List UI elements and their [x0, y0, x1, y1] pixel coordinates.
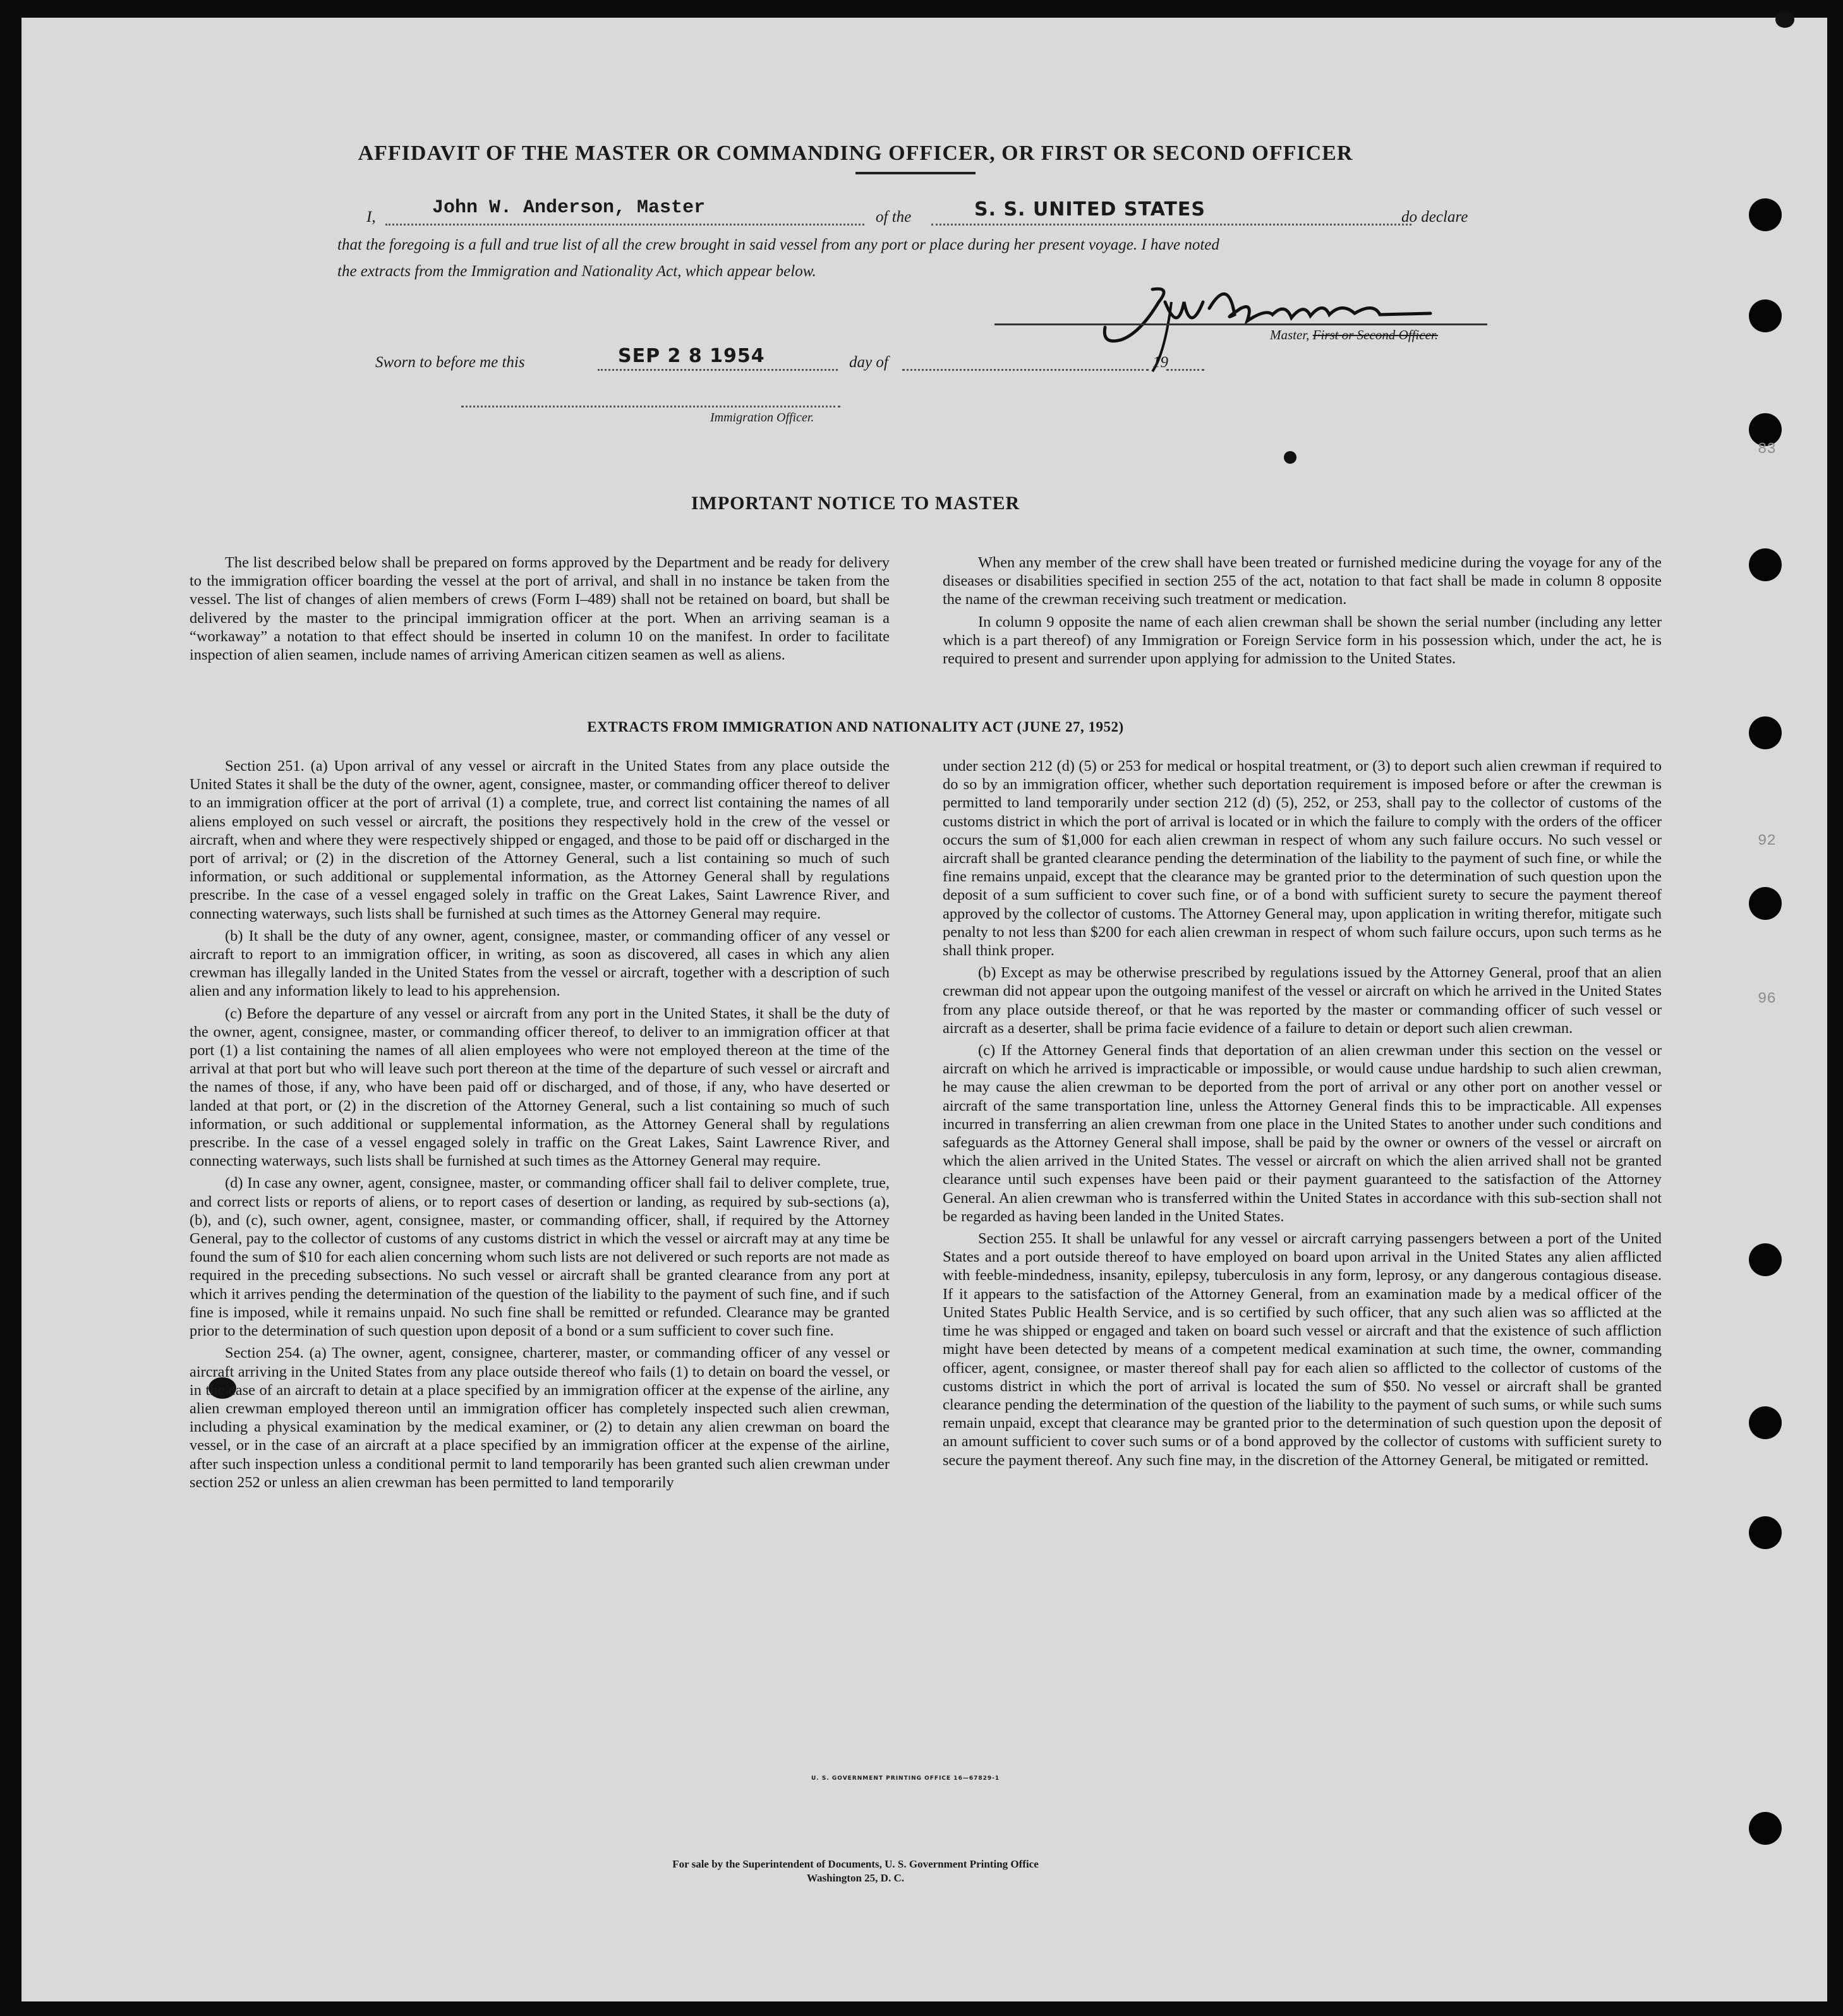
- punch-hole: [1749, 1812, 1782, 1845]
- of-the-label: of the: [876, 208, 912, 226]
- officer-label-struck: First or Second Officer.: [1312, 327, 1438, 342]
- notice-right-paragraph-2: In column 9 opposite the name of each alien crewman shall be shown the serial number (including any letter which is a part thereof) of any Immigration or Foreign Service form in his possession which, under the act, he is required to present and surrender upon applying for admission to the United States.: [943, 613, 1662, 668]
- extracts-left-column: [190, 757, 890, 1495]
- punch-hole: [1749, 548, 1782, 581]
- section-254-c: (c) If the Attorney General finds that deportation of an alien crewman under this section on the vessel or aircraft on which he arrived is impracticable or impossible, or would cause undue hardship to such alien crewman, he may cause the alien crewman to be deported from the port of arrival or any other port on another vessel or aircraft of the same transportation line, unless the Attorney General finds this to be impracticable. All expenses incurred in transferring an alien crewman from one place in the United States to another under such conditions and safeguards as the Attorney General shall impose, shall be paid by the owner or owners of the vessel or aircraft on which the alien arrived in the United States. The vessel or aircraft on which the alien arrived shall not be granted clearance until such expenses have been paid or their payment guaranteed to the satisfaction of the Attorney General. An alien crewman who is transferred within the United States in accordance with this sub-section shall not be regarded as having been landed in the United States.: [943, 1042, 1662, 1225]
- immigration-officer-label: Immigration Officer.: [710, 411, 814, 425]
- extracts-right-column: [943, 757, 1662, 1473]
- do-declare-label: do declare: [1401, 208, 1468, 226]
- section-254-a: Section 254. (a) The owner, agent, consignee, charterer, master, or commanding officer of any vessel or aircraft arriving in the United States from any place outside thereof who fails (1) to detain on board the vessel, or in the case of an aircraft to detain at a place specified by an immigration officer at the expense of the airline, any alien crewman employed thereon until an immigration officer has completely inspected such alien crewman, including a physical examination by the medical examiner, or (2) to detain any alien crewman on board the vessel, or in the case of an aircraft at a place specified by an immigration officer at the expense of the airline, after such inspection unless a conditional permit to land temporarily has been granted such alien crewman under section 252 or unless an alien crewman has been permitted to land temporarily: [190, 1344, 890, 1491]
- punch-hole: [1749, 299, 1782, 332]
- year-prefix: 19: [1152, 354, 1168, 371]
- punch-hole: [1749, 887, 1782, 920]
- section-255: Section 255. It shall be unlawful for any vessel or aircraft carrying passengers between a port of the United States and a port outside thereof to have employed on board upon arrival in the United States any alien afflicted with feeble-mindedness, insanity, epilepsy, tuberculosis in any form, leprosy, or any dangerous contagious disease. If it appears to the satisfaction of the Attorney General, from an examination made by a medical officer of the United States Public Health Service, and is so certified by such officer, that any such alien was so afflicted at the time he was shipped or engaged and taken on board such vessel or aircraft and that the existence of such affliction might have been detected by means of a competent medical examination at such time, the owner, commanding officer, agent, consignee, or master thereof shall pay for each alien so afflicted to the collector of customs of the customs district in which the port of arrival is located the sum of $50. No vessel or aircraft shall be granted clearance pending the determination of the question of the liability to the payment of such sums, or while such sums remain unpaid, except that clearance may be granted prior to the determination of such question upon the deposit of an amount sufficient to cover such sums or of a bond approved by the collector of customs with sufficient surety to secure the payment thereof. Any such fine may, in the discretion of the Attorney General, be mitigated or remitted.: [943, 1230, 1662, 1469]
- ink-blot: [1775, 11, 1794, 28]
- signature-text: [1096, 283, 1099, 284]
- i-label: I,: [366, 208, 376, 226]
- sworn-label: Sworn to before me this: [375, 354, 525, 371]
- punch-hole: [1749, 1243, 1782, 1276]
- notice-heading: IMPORTANT NOTICE TO MASTER: [691, 493, 1020, 514]
- immigration-officer-line: [461, 406, 840, 407]
- day-of-label: day of: [849, 354, 888, 371]
- section-251-a: Section 251. (a) Upon arrival of any vessel or aircraft in the United States from any place outside the United States it shall be the duty of the owner, agent, consignee, master, or commanding officer thereof to deliver to an immigration officer at the port of arrival (1) a complete, true, and correct list containing the names of all aliens employed on such vessel or aircraft, the positions they respectively hold in the crew of the vessel or aircraft, when and where they were respectively shipped or engaged, and those to be paid off or discharged in the port of arrival; or (2) in the discretion of the Attorney General, such a list containing so much of such information, or such additional or supplemental information, as the Attorney General shall by regulations prescribe. In the case of a vessel engaged solely in traffic on the Great Lakes, Saint Lawrence River, and connecting waterways, such lists shall be furnished at such times as the Attorney General may require.: [190, 758, 890, 922]
- section-251-d: (d) In case any owner, agent, consignee, master, or commanding officer shall fail to deliver complete, true, and correct lists or reports of aliens, or to report cases of desertion or landing, as required by sub-sections (a), (b), and (c), such owner, agent, consignee, master, or commanding officer, shall, if required by the Attorney General, pay to the collector of customs of any customs district in which the vessel or aircraft may at any time be found the sum of $10 for each alien concerning whom such lists are not delivered or such reports are not made as required in the preceding subsections. No such vessel or aircraft shall be granted clearance from any port at which it arrives pending the determination of the question of the liability to the payment of such fine, and if such fine is imposed, while it remains unpaid. No such fine shall be remitted or refunded. Clearance may be granted prior to the determination of such question upon deposit of a bond or a sum sufficient to cover such fine.: [190, 1174, 890, 1340]
- affidavit-title: AFFIDAVIT OF THE MASTER OR COMMANDING OFFICER, OR FIRST OR SECOND OFFICER: [358, 142, 1353, 165]
- master-name-value: John W. Anderson, Master: [432, 197, 706, 219]
- title-rule: [855, 172, 976, 174]
- officer-label-master: Master,: [1270, 327, 1310, 342]
- punch-hole: [1749, 1516, 1782, 1549]
- punch-hole: [1749, 716, 1782, 749]
- signature-drawing: [1077, 264, 1481, 378]
- section-254-a-continued: under section 212 (d) (5) or 253 for medical or hospital treatment, or (3) to deport such alien crewman if required to do so by an immigration officer, whether such deportation requirement is imposed before or after the crewman is permitted to land temporarily under section 212 (d) (5), 252, or 253, shall pay to the collector of customs of the customs district in which the port of arrival is located or in which the failure to comply with the orders of the officer occurs the sum of $1,000 for each alien crewman in respect of whom any such failure occurs. No such vessel or aircraft shall be granted clearance pending the determination of the liability to the payment of such fine, or while the fine remains unpaid, except that the clearance may be granted prior to the determination of such question upon the deposit of a sum sufficient to cover such fine, or of a bond with sufficient surety to secure the payment thereof approved by the collector of customs. The Attorney General may, upon application in writing therefor, mitigate such penalty to not less than $200 for each alien crewman in respect of whom such failure occurs, upon such terms as he shall think proper.: [943, 758, 1662, 960]
- notice-right-column: [943, 553, 1662, 672]
- extracts-heading: EXTRACTS FROM IMMIGRATION AND NATIONALITY ACT (JUNE 27, 1952): [587, 719, 1124, 735]
- ink-blot: [1284, 451, 1296, 464]
- section-254-b: (b) Except as may be otherwise prescribed by regulations issued by the Attorney General, proof that an alien crewman did not appear upon the outgoing manifest of the vessel or aircraft on which he arrived in the United States from any place outside thereof, or that he was reported by the master or commanding officer of such vessel or aircraft as a deserter, shall be prima facie evidence of a failure to detain or deport such alien crewman.: [943, 964, 1662, 1037]
- bleed-through-mark: 96: [1758, 991, 1776, 1008]
- vessel-name-value: S. S. UNITED STATES: [974, 198, 1206, 220]
- notice-right-paragraph-1: When any member of the crew shall have been treated or furnished medicine during the voyage for any of the diseases or disabilities specified in section 255 of the act, notation to that fact shall be made in column 8 opposite the name of the crewman receiving such treatment or medication.: [943, 554, 1662, 608]
- signature: [1077, 264, 1481, 378]
- section-251-c: (c) Before the departure of any vessel or aircraft from any port in the United States, it shall be the duty of the owner, agent, consignee, master, or commanding officer thereof, to deliver to an immigration officer at that port (1) a list containing the names of all alien employees who were not employed thereon at the time of the arrival at that port but who will leave such port thereon at the time of the departure of such vessel or aircraft and the names of those, if any, who have been paid off or discharged, and of those, if any, who have deserted or landed at that port, or (2) in the discretion of the Attorney General, such a list containing so much of such information, or such additional or supplemental information, as the Attorney General shall by regulations prescribe. In the case of a vessel engaged solely in traffic on the Great Lakes, Saint Lawrence River, and connecting waterways, such lists shall be furnished at such times as the Attorney General may require.: [190, 1005, 890, 1170]
- printer-code: U. S. GOVERNMENT PRINTING OFFICE 16—67829-1: [811, 1775, 1000, 1782]
- notice-left-column: [190, 553, 890, 668]
- year-line: [1166, 369, 1204, 371]
- punch-hole: [1749, 1406, 1782, 1439]
- signature-line: [994, 323, 1487, 325]
- sworn-date-line: [598, 369, 838, 371]
- footer-line-2: Washington 25, D. C.: [807, 1872, 904, 1884]
- master-name-line: [385, 224, 864, 226]
- footer-line-1: For sale by the Superintendent of Documents, U. S. Government Printing Office: [672, 1858, 1039, 1870]
- sworn-date-stamp: SEP 2 8 1954: [618, 345, 765, 367]
- declaration-line-2: the extracts from the Immigration and Nationality Act, which appear below.: [337, 263, 816, 280]
- punch-hole: [1749, 198, 1782, 231]
- vessel-name-line: [931, 224, 1411, 226]
- declaration-line-1: that the foregoing is a full and true list of all the crew brought in said vessel from any port or place during her present voyage. I have noted: [337, 236, 1219, 253]
- officer-label: [1270, 327, 1438, 343]
- day-of-line: [902, 369, 1149, 371]
- bleed-through-mark: 92: [1758, 833, 1776, 850]
- footer: [21, 1857, 1689, 1885]
- bleed-through-mark: 83: [1758, 441, 1776, 458]
- document-page: [21, 18, 1827, 2001]
- section-251-b: (b) It shall be the duty of any owner, agent, consignee, master, or commanding officer of any vessel or aircraft to report to an immigration officer, in writing, as soon as discovered, all cases in which any alien crewman has illegally landed in the United States from the vessel or aircraft, together with a description of such alien and any information likely to lead to his apprehension.: [190, 927, 890, 1000]
- notice-left-paragraph: The list described below shall be prepared on forms approved by the Department and be ready for delivery to the immigration officer boarding the vessel at the port of arrival, and shall in no instance be taken from the vessel. The list of changes of alien members of crews (Form I–489) shall not be retained on board, but shall be delivered by the master to the principal immigration officer at the port. When an arriving seaman is a “workaway” a notation to that effect should be inserted in column 10 on the manifest. In order to facilitate inspection of alien seamen, include names of arriving American citizen seamen as well as aliens.: [190, 554, 890, 664]
